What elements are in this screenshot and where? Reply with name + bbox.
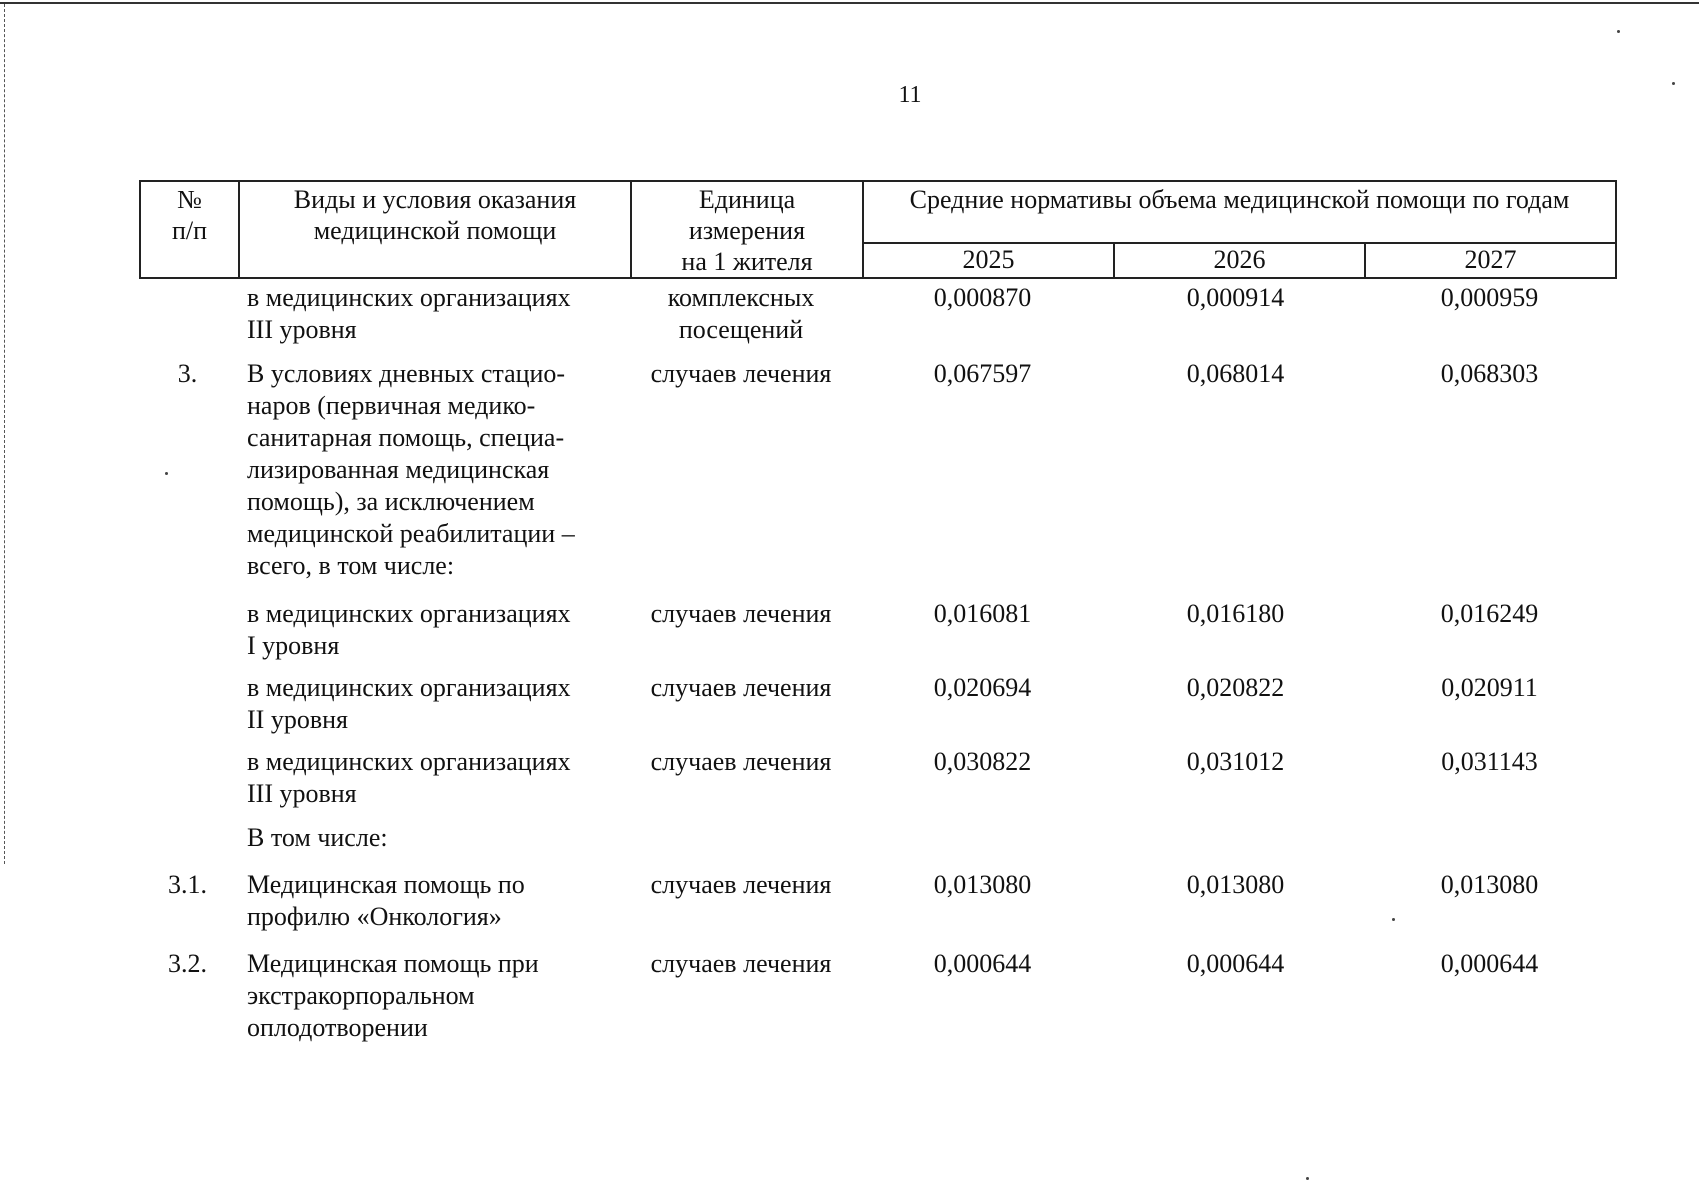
row-value-2026: 0,020822 (1186, 673, 1285, 702)
header-kind-label: Виды и условия оказания медицинской помощи (293, 185, 577, 245)
row-value-2025: 0,030822 (933, 747, 1032, 776)
header-year-3: 2027 (1365, 243, 1616, 278)
row-unit: случаев лечения (650, 599, 832, 628)
row-value-2026: 0,013080 (1186, 870, 1285, 899)
scan-border-top (0, 2, 1699, 4)
row-num: 3.2. (168, 949, 207, 978)
row-value-2025: 0,020694 (933, 673, 1032, 702)
row-num: 3. (177, 359, 198, 388)
scan-border-left (4, 4, 5, 864)
row-value-2025: 0,000644 (933, 949, 1032, 978)
row-value-2026: 0,068014 (1186, 359, 1285, 388)
row-value-2027: 0,016249 (1440, 599, 1539, 628)
row-value-2026: 0,000914 (1186, 283, 1285, 312)
row-value-2025: 0,000870 (933, 283, 1032, 312)
row-kind: в медицинских организациях III уровня (247, 747, 571, 808)
header-averages (863, 181, 1616, 243)
row-kind: в медицинских организациях I уровня (247, 599, 571, 660)
header-unit (631, 181, 863, 278)
row-value-2026: 0,016180 (1186, 599, 1285, 628)
row-value-2025: 0,016081 (933, 599, 1032, 628)
row-kind: в медицинских организациях III уровня (247, 283, 571, 344)
row-kind: Медицинская помощь по профилю «Онкология» (247, 870, 525, 931)
row-value-2026: 0,000644 (1186, 949, 1285, 978)
header-year-2: 2026 (1114, 243, 1365, 278)
scan-speck (1617, 30, 1620, 33)
header-num-label: № п/п (171, 185, 208, 245)
scan-speck (1306, 1177, 1309, 1180)
row-kind: В условиях дневных стацио- наров (первичная медико- санитарная помощь, специа- лизированная медицинская помощь), за исключением медицинской реабилитации – всего, в том числе: (247, 359, 575, 580)
row-value-2027: 0,068303 (1440, 359, 1539, 388)
row-kind: в медицинских организациях II уровня (247, 673, 571, 734)
row-kind: В том числе: (247, 823, 388, 852)
header-averages-label: Средние нормативы объема медицинской помощи по годам (909, 185, 1570, 214)
page-number: 11 (898, 82, 922, 108)
row-value-2025: 0,067597 (933, 359, 1032, 388)
row-unit: комплексных посещений (667, 283, 815, 344)
header-unit-label: Единица измерения на 1 жителя (681, 185, 813, 276)
row-unit: случаев лечения (650, 673, 832, 702)
row-kind: Медицинская помощь при экстракорпоральном оплодотворении (247, 949, 539, 1042)
table-header (139, 180, 1617, 279)
row-num: 3.1. (168, 870, 207, 899)
scan-speck (165, 472, 168, 475)
row-value-2027: 0,031143 (1441, 747, 1538, 776)
row-value-2027: 0,000644 (1440, 949, 1539, 978)
row-value-2027: 0,020911 (1441, 673, 1538, 702)
scan-speck (1672, 82, 1675, 85)
header-kind (239, 181, 631, 278)
row-unit: случаев лечения (650, 359, 832, 388)
header-year-1: 2025 (863, 243, 1114, 278)
row-value-2027: 0,000959 (1440, 283, 1539, 312)
row-unit: случаев лечения (650, 747, 832, 776)
row-value-2026: 0,031012 (1186, 747, 1285, 776)
row-value-2027: 0,013080 (1440, 870, 1539, 899)
header-num (140, 181, 239, 278)
row-unit: случаев лечения (650, 949, 832, 978)
scan-speck (1392, 918, 1395, 921)
row-value-2025: 0,013080 (933, 870, 1032, 899)
row-unit: случаев лечения (650, 870, 832, 899)
